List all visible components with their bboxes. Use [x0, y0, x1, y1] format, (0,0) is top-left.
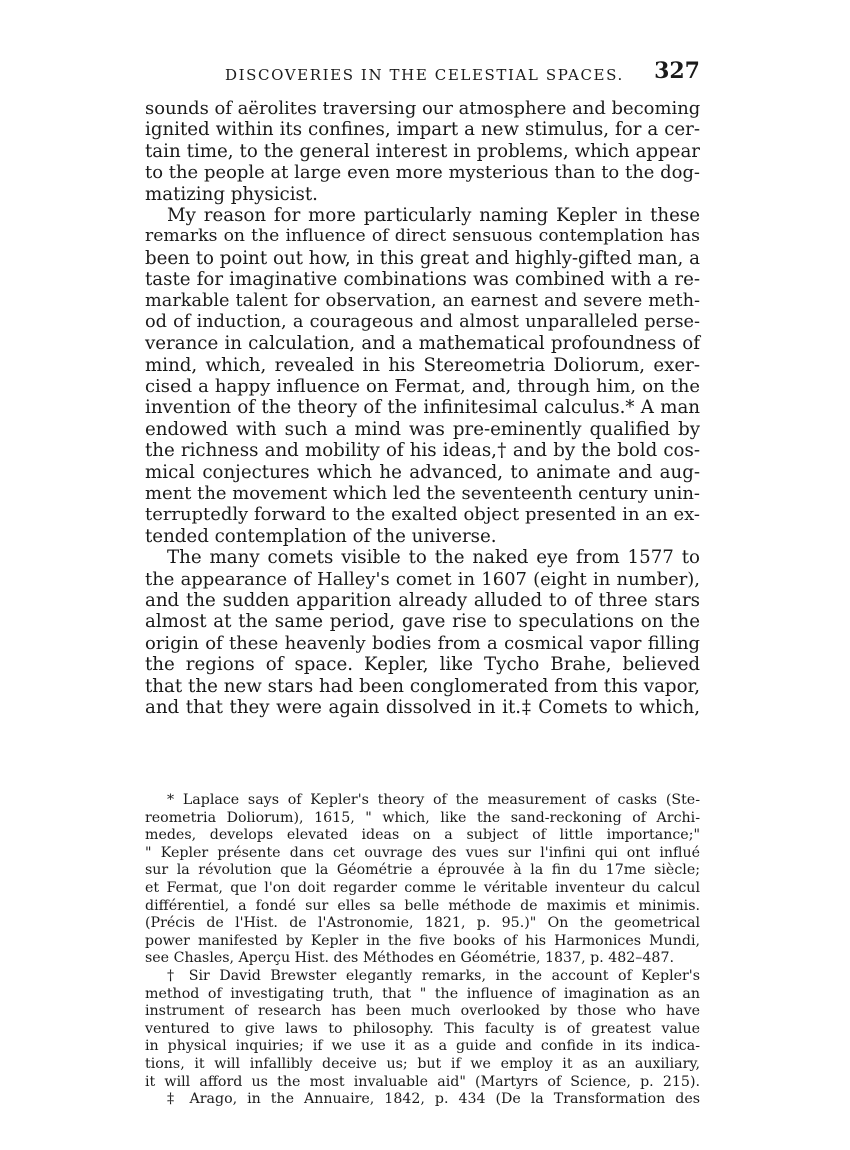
text-line: terruptedly forward to the exalted object presented in an ex-: [145, 504, 700, 526]
text-line: cised a happy influence on Fermat, and, through him, on the: [145, 376, 700, 398]
text-line: remarks on the influence of direct sensuous contemplation has: [145, 226, 700, 247]
text-line: origin of these heavenly bodies from a cosmical vapor filling: [145, 632, 700, 654]
footnote-line: (Précis de l'Hist. de l'Astronomie, 1821, p. 95.)" On the geometrical: [145, 915, 700, 932]
text-line: matizing physicist.: [145, 183, 318, 205]
text-line: tain time, to the general interest in problems, which appear: [145, 140, 700, 162]
footnote-line: medes, develops elevated ideas on a subject of little importance;": [145, 827, 700, 844]
text-line: ignited within its confines, impart a new stimulus, for a cer-: [145, 119, 700, 141]
text-line: invention of the theory of the infinitesimal calculus.* A man: [145, 397, 700, 419]
text-line: the appearance of Halley's comet in 1607 (eight in number),: [145, 568, 700, 590]
text-line: endowed with such a mind was pre-eminently qualified by: [145, 418, 700, 440]
text-line: taste for imaginative combinations was combined with a re-: [145, 269, 700, 291]
text-line: the regions of space. Kepler, like Tycho Brahe, believed: [145, 654, 700, 676]
text-line: almost at the same period, gave rise to speculations on the: [145, 611, 700, 633]
footnote-line: sur la révolution que la Géométrie a éprouvée à la fin du 17me siècle;: [145, 862, 700, 879]
text-line: The many comets visible to the naked eye from 1577 to: [167, 547, 700, 569]
footnote-line: ventured to give laws to philosophy. This faculty is of greatest value: [145, 1020, 700, 1037]
text-line: and that they were again dissolved in it.‡ Comets to which,: [145, 696, 700, 718]
footnote-line: instrument of research has been much overlooked by those who have: [145, 1003, 700, 1020]
footnote-line: tions, it will infallibly deceive us; but if we employ it as an auxiliary,: [145, 1055, 700, 1072]
text-line: sounds of aërolites traversing our atmosphere and becoming: [145, 98, 701, 119]
text-line: that the new stars had been conglomerated from this vapor,: [145, 675, 700, 697]
text-line: and the sudden apparition already alluded to of three stars: [145, 589, 700, 611]
text-line: mind, which, revealed in his Stereometria Doliorum, exer-: [145, 354, 700, 376]
text-line: been to point out how, in this great and highly-gifted man, a: [145, 247, 700, 269]
footnotes: [145, 792, 700, 1109]
text-line: markable talent for observation, an earnest and severe meth-: [145, 290, 700, 311]
footnote-line: différentiel, a fondé sur elles sa belle méthode de maximis et minimis.: [145, 897, 700, 914]
footnote-line: et Fermat, que l'on doit regarder comme le véritable inventeur du calcul: [145, 879, 700, 896]
text-line: My reason for more particularly naming Kepler in these: [167, 204, 700, 226]
footnote-line: † Sir David Brewster elegantly remarks, in the account of Kepler's: [167, 967, 700, 984]
page-number: 327: [654, 58, 700, 84]
footnote-line: " Kepler présente dans cet ouvrage des vues sur l'infini qui ont influé: [145, 844, 700, 861]
text-line: od of induction, a courageous and almost unparalleled perse-: [145, 311, 700, 332]
footnote-line: it will afford us the most invaluable aid" (Martyrs of Science, p. 215).: [145, 1073, 700, 1090]
footnote-line: * Laplace says of Kepler's theory of the measurement of casks (Ste-: [167, 792, 700, 808]
footnote-line: in physical inquiries; if we use it as a guide and confide in its indica-: [145, 1038, 700, 1055]
footnote-line: reometria Doliorum), 1615, " which, like the sand-reckoning of Archi-: [145, 809, 700, 826]
text-line: tended contemplation of the universe.: [145, 525, 497, 547]
footnote-line: power manifested by Kepler in the five books of his Harmonices Mundi,: [145, 932, 700, 949]
text-line: ment the movement which led the seventeenth century unin-: [145, 483, 700, 505]
running-head: DISCOVERIES IN THE CELESTIAL SPACES.: [225, 66, 624, 84]
footnote-line: method of investigating truth, that " the influence of imagination as an: [145, 985, 700, 1002]
text-line: the richness and mobility of his ideas,† and by the bold cos-: [145, 440, 700, 462]
footnote-line: ‡ Arago, in the Annuaire, 1842, p. 434 (De la Transformation des: [167, 1091, 700, 1108]
text-line: verance in calculation, and a mathematical profoundness of: [145, 333, 700, 355]
text-line: mical conjectures which he advanced, to animate and aug-: [145, 461, 700, 483]
body-text: [145, 98, 700, 718]
footnote-line: see Chasles, Aperçu Hist. des Méthodes en Géométrie, 1837, p. 482–487.: [145, 950, 674, 967]
text-line: to the people at large even more mysterious than to the dog-: [145, 162, 700, 184]
page-header: [145, 58, 700, 92]
